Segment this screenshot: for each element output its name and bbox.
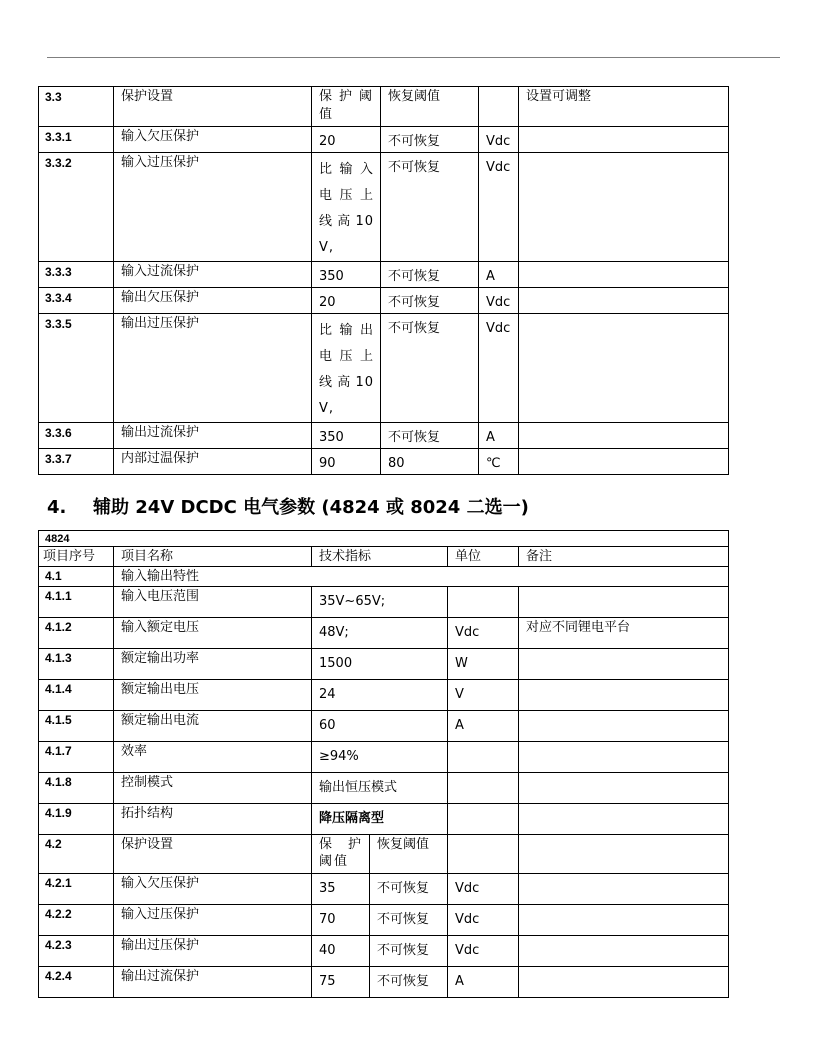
model-label: 4824 <box>39 531 729 547</box>
row-note <box>519 153 729 262</box>
row-name: 输入过压保护 <box>114 905 312 936</box>
row-name: 输入过流保护 <box>114 262 312 288</box>
row-number: 3.3.4 <box>39 288 114 314</box>
row-name: 输出过压保护 <box>114 314 312 423</box>
row-threshold: 350 <box>312 423 381 449</box>
empty-cell <box>519 967 729 998</box>
section-heading-number: 4. <box>47 497 67 518</box>
row-name: 输出过流保护 <box>114 423 312 449</box>
row-unit: V <box>448 680 519 711</box>
model-row <box>39 531 729 547</box>
row-unit: Vdc <box>479 127 519 153</box>
row-name: 拓扑结构 <box>114 804 312 835</box>
row-name: 输入欠压保护 <box>114 127 312 153</box>
section-name: 保护设置 <box>114 87 312 127</box>
table-row <box>39 288 729 314</box>
group-name: 保护设置 <box>114 835 312 874</box>
row-unit: A <box>479 262 519 288</box>
table-row <box>39 680 729 711</box>
row-name: 输入欠压保护 <box>114 874 312 905</box>
row-number: 4.1.1 <box>39 587 114 618</box>
row-unit <box>448 804 519 835</box>
row-recovery: 不可恢复 <box>381 262 479 288</box>
row-unit: Vdc <box>448 874 519 905</box>
row-name: 输入过压保护 <box>114 153 312 262</box>
section-heading-title: 辅助 24V DCDC 电气参数 (4824 或 8024 二选一) <box>93 497 529 518</box>
table-row <box>39 936 729 967</box>
empty-cell <box>519 835 729 874</box>
col-header-unit: 单位 <box>448 547 519 567</box>
row-number: 4.1.9 <box>39 804 114 835</box>
row-note <box>519 804 729 835</box>
row-threshold: 75 <box>312 967 370 998</box>
row-unit: W <box>448 649 519 680</box>
row-recovery: 不可恢复 <box>381 153 479 262</box>
table-row <box>39 905 729 936</box>
row-number: 4.2.2 <box>39 905 114 936</box>
row-name: 效率 <box>114 742 312 773</box>
row-recovery: 不可恢复 <box>370 967 448 998</box>
row-spec: 35V~65V; <box>312 587 448 618</box>
table-row <box>39 153 729 262</box>
note-header: 设置可调整 <box>519 87 729 127</box>
empty-cell <box>448 835 519 874</box>
row-note <box>519 262 729 288</box>
row-threshold: 比输入电压上线高10V, <box>312 153 381 262</box>
col-header-spec: 技术指标 <box>312 547 448 567</box>
row-note <box>519 314 729 423</box>
row-name: 控制模式 <box>114 773 312 804</box>
row-note <box>519 711 729 742</box>
header-rule <box>47 57 780 58</box>
empty-cell <box>519 936 729 967</box>
empty-cell <box>519 874 729 905</box>
recovery-header: 恢复阈值 <box>381 87 479 127</box>
row-recovery: 不可恢复 <box>381 127 479 153</box>
row-number: 4.1.5 <box>39 711 114 742</box>
threshold-header: 保护阈值 <box>312 835 370 874</box>
group-name: 输入输出特性 <box>114 567 729 587</box>
row-name: 输入电压范围 <box>114 587 312 618</box>
row-note <box>519 587 729 618</box>
row-note <box>519 423 729 449</box>
row-recovery: 不可恢复 <box>381 288 479 314</box>
table-row <box>39 618 729 649</box>
row-unit: A <box>479 423 519 449</box>
threshold-header: 保护阈值 <box>312 87 381 127</box>
row-recovery: 不可恢复 <box>370 874 448 905</box>
group-number: 4.1 <box>39 567 114 587</box>
row-name: 输出过流保护 <box>114 967 312 998</box>
row-name: 额定输出电压 <box>114 680 312 711</box>
row-unit <box>448 773 519 804</box>
group-row <box>39 835 729 874</box>
row-unit: Vdc <box>448 618 519 649</box>
row-threshold: 70 <box>312 905 370 936</box>
row-number: 4.1.7 <box>39 742 114 773</box>
row-name: 额定输出电流 <box>114 711 312 742</box>
row-spec: ≥94% <box>312 742 448 773</box>
table-row <box>39 711 729 742</box>
table-row <box>39 423 729 449</box>
row-unit: A <box>448 967 519 998</box>
row-unit: Vdc <box>448 936 519 967</box>
row-number: 4.2.4 <box>39 967 114 998</box>
row-name: 输出过压保护 <box>114 936 312 967</box>
row-number: 4.2.1 <box>39 874 114 905</box>
row-spec: 60 <box>312 711 448 742</box>
row-spec: 1500 <box>312 649 448 680</box>
row-threshold: 90 <box>312 449 381 475</box>
row-number: 4.1.8 <box>39 773 114 804</box>
row-unit: Vdc <box>448 905 519 936</box>
row-number: 3.3.2 <box>39 153 114 262</box>
row-note <box>519 127 729 153</box>
row-spec: 24 <box>312 680 448 711</box>
row-name: 输出欠压保护 <box>114 288 312 314</box>
empty-cell <box>519 905 729 936</box>
table-row <box>39 773 729 804</box>
row-threshold: 20 <box>312 127 381 153</box>
row-name: 输入额定电压 <box>114 618 312 649</box>
col-header-name: 项目名称 <box>114 547 312 567</box>
row-unit <box>448 742 519 773</box>
row-recovery: 不可恢复 <box>370 936 448 967</box>
row-number: 4.1.2 <box>39 618 114 649</box>
col-header-num: 项目序号 <box>39 547 114 567</box>
row-number: 3.3.1 <box>39 127 114 153</box>
table-row <box>39 874 729 905</box>
row-recovery: 不可恢复 <box>381 423 479 449</box>
row-note <box>519 288 729 314</box>
row-threshold: 40 <box>312 936 370 967</box>
section-heading <box>47 493 529 519</box>
row-unit: Vdc <box>479 288 519 314</box>
table-row <box>39 649 729 680</box>
group-number: 4.2 <box>39 835 114 874</box>
group-row <box>39 567 729 587</box>
row-number: 4.1.4 <box>39 680 114 711</box>
table-row <box>39 127 729 153</box>
row-name: 额定输出功率 <box>114 649 312 680</box>
row-threshold: 35 <box>312 874 370 905</box>
row-unit: A <box>448 711 519 742</box>
row-name: 内部过温保护 <box>114 449 312 475</box>
unit-header <box>479 87 519 127</box>
protection-table-3-3 <box>38 86 729 475</box>
row-note <box>519 449 729 475</box>
row-number: 3.3.6 <box>39 423 114 449</box>
table-row <box>39 804 729 835</box>
table-row <box>39 262 729 288</box>
table-row <box>39 587 729 618</box>
column-header-row <box>39 547 729 567</box>
row-note <box>519 742 729 773</box>
row-recovery: 不可恢复 <box>370 905 448 936</box>
row-threshold: 比输出电压上线高10V, <box>312 314 381 423</box>
row-unit: Vdc <box>479 153 519 262</box>
dcdc-parameter-table <box>38 530 729 998</box>
row-note <box>519 773 729 804</box>
row-recovery: 80 <box>381 449 479 475</box>
row-threshold: 20 <box>312 288 381 314</box>
row-spec: 48V; <box>312 618 448 649</box>
table-row <box>39 314 729 423</box>
recovery-header: 恢复阈值 <box>370 835 448 874</box>
row-number: 3.3.7 <box>39 449 114 475</box>
row-number: 4.2.3 <box>39 936 114 967</box>
row-recovery: 不可恢复 <box>381 314 479 423</box>
row-number: 3.3.5 <box>39 314 114 423</box>
row-number: 4.1.3 <box>39 649 114 680</box>
row-note: 对应不同锂电平台 <box>519 618 729 649</box>
row-unit <box>448 587 519 618</box>
section-number: 3.3 <box>39 87 114 127</box>
table-row <box>39 449 729 475</box>
table-row <box>39 967 729 998</box>
table-header-row <box>39 87 729 127</box>
row-note <box>519 649 729 680</box>
table-row <box>39 742 729 773</box>
row-unit: Vdc <box>479 314 519 423</box>
col-header-note: 备注 <box>519 547 729 567</box>
row-unit: ℃ <box>479 449 519 475</box>
row-spec: 降压隔离型 <box>312 804 448 835</box>
row-spec: 输出恒压模式 <box>312 773 448 804</box>
row-note <box>519 680 729 711</box>
row-number: 3.3.3 <box>39 262 114 288</box>
row-threshold: 350 <box>312 262 381 288</box>
